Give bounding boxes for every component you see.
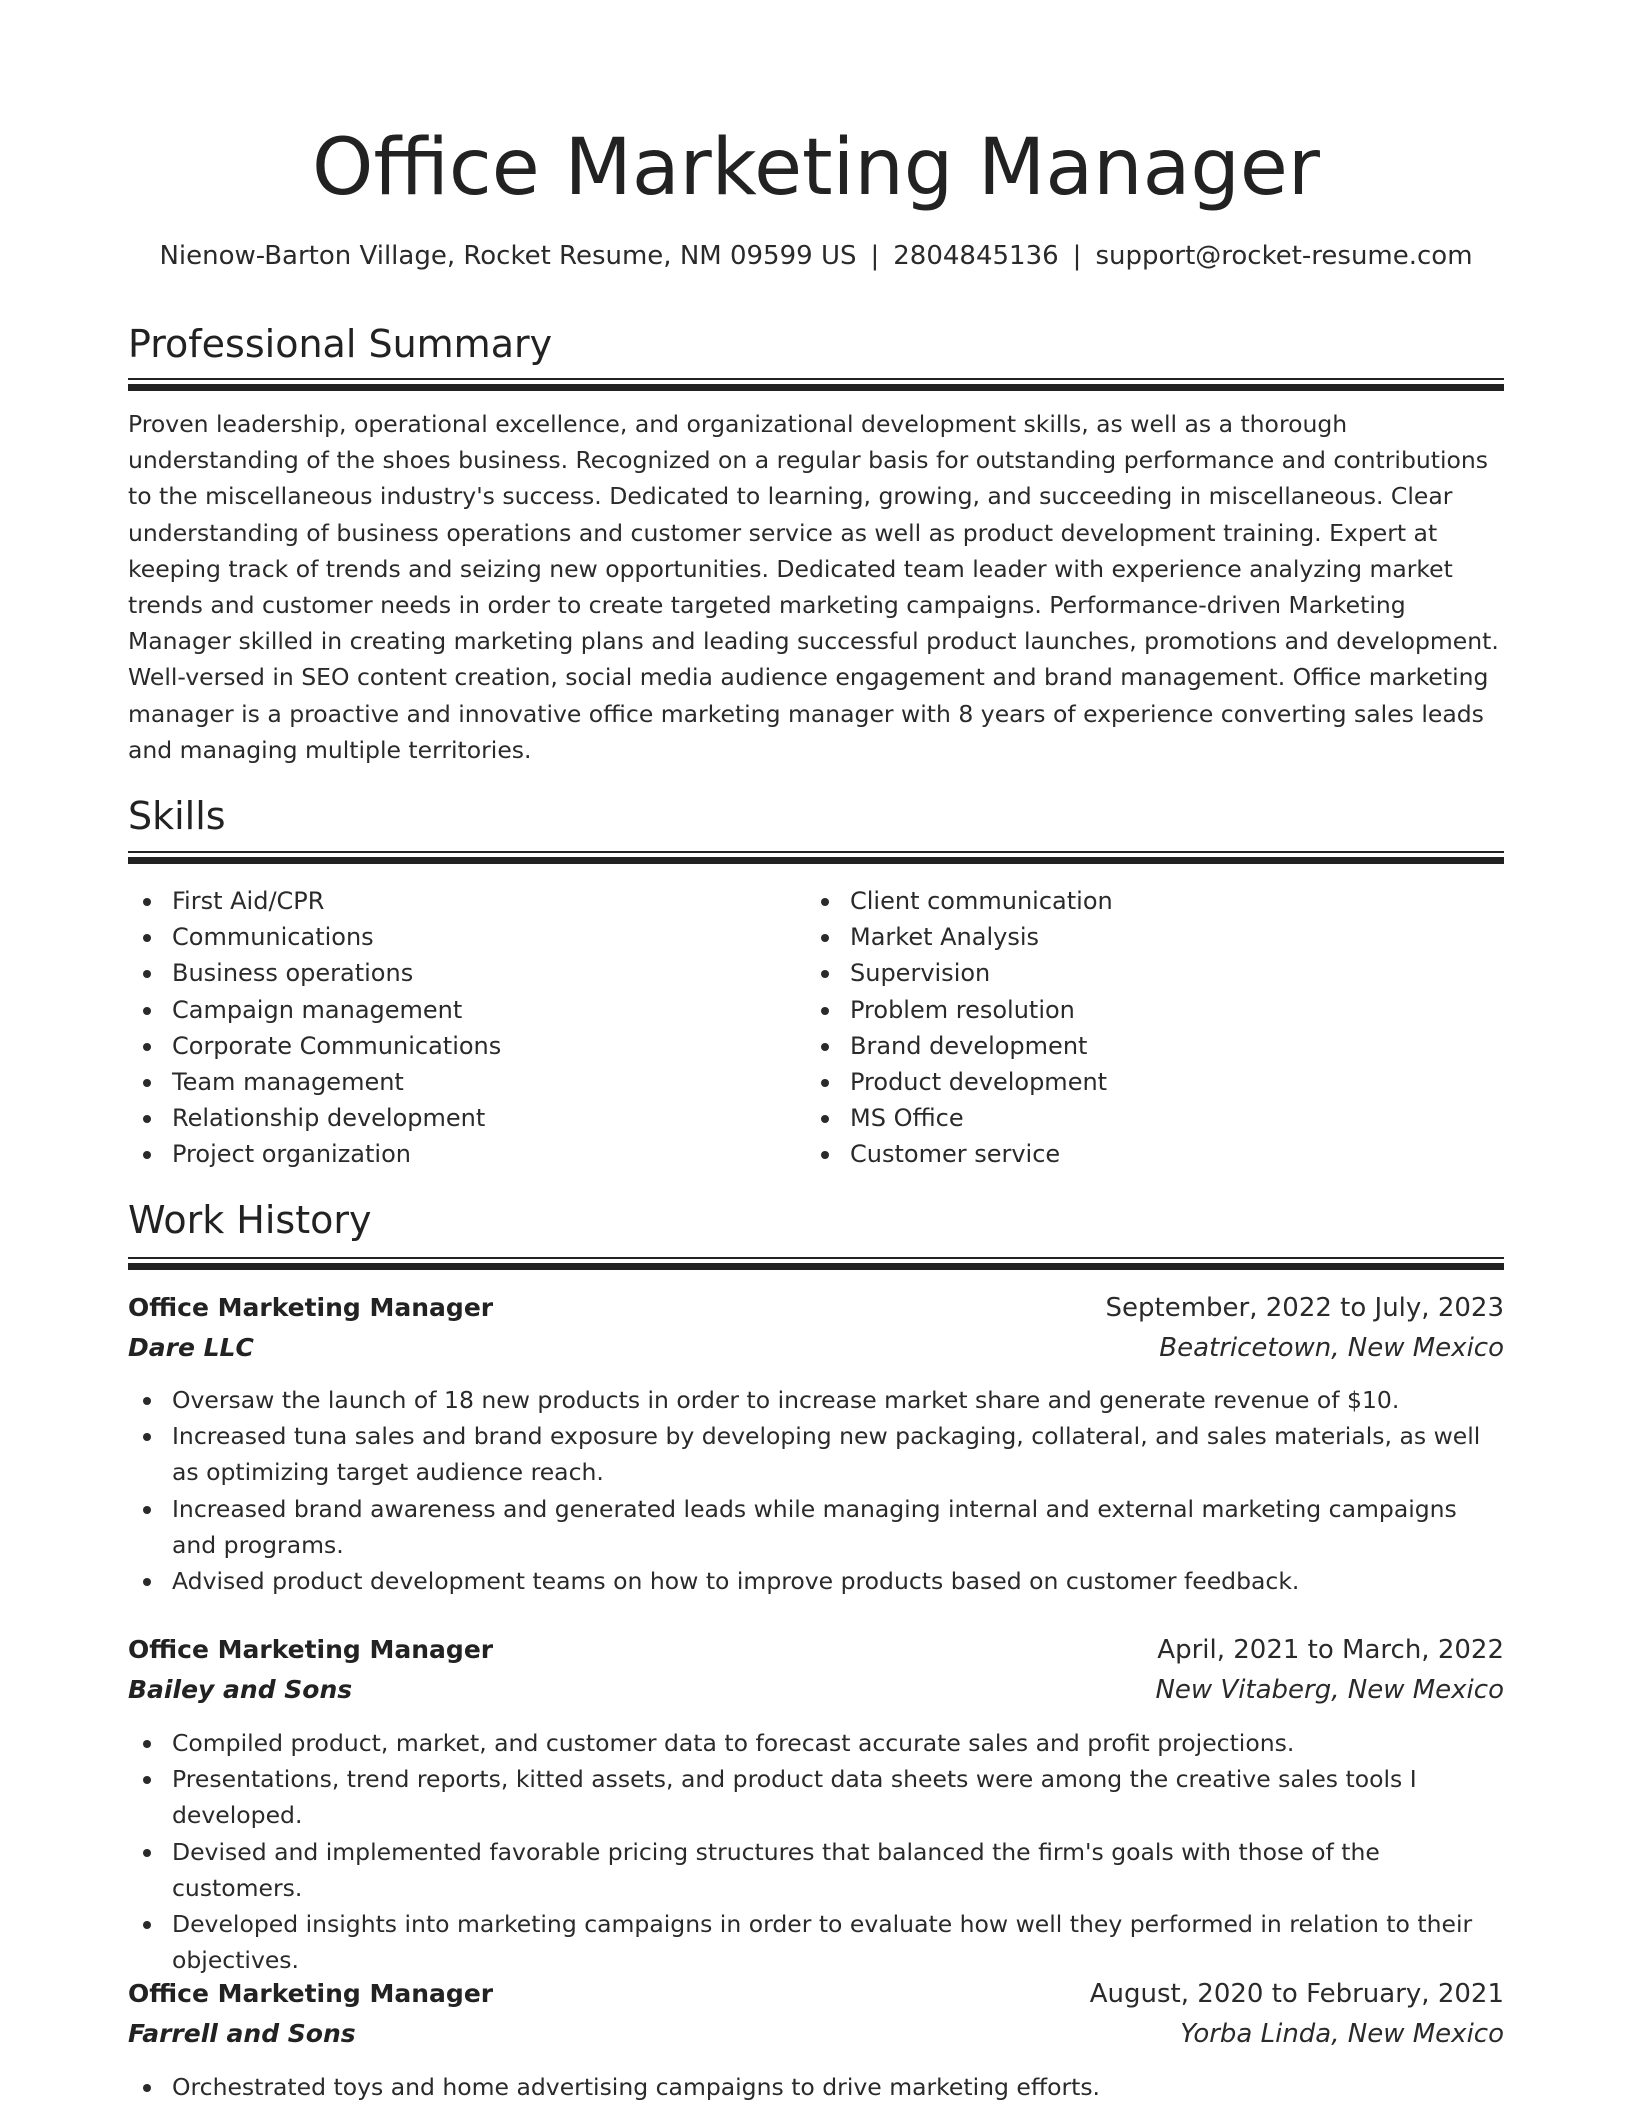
job-title: Office Marketing Manager [128,1979,494,2008]
list-item: Corporate Communications [128,1028,788,1064]
contact-separator: | [1072,241,1082,271]
list-item: Increased brand awareness and generated leads while managing internal and external marketing campaigns and programs. [128,1491,1504,1563]
list-item: Team management [128,1064,788,1100]
section-divider [128,851,1504,864]
list-item: Advised product development teams on how to improve products based on customer feedback. [128,1563,1504,1599]
list-item: Communications [128,919,788,955]
job-bullets [128,1382,1504,1599]
contact-email: support@rocket-resume.com [1095,241,1473,271]
list-item: First Aid/CPR [128,883,788,919]
job-dates: April, 2021 to March, 2022 [1157,1635,1504,1665]
job-entry [128,1630,1504,1710]
list-item: Project organization [128,1136,788,1172]
summary-text: Proven leadership, operational excellence, and organizational development skills, as well as a thorough understanding of the shoes business. Recognized on a regular basis for outstanding performance and contributions to the miscellaneous industry's success. Dedicated to learning, growing, and succeeding in miscellaneous. Clear understanding of business operations and customer service as well as product development training. Expert at keeping track of trends and seizing new opportunities. Dedicated team leader with experience analyzing market trends and customer needs in order to create targeted marketing campaigns. Performance-driven Marketing Manager skilled in creating marketing plans and leading successful product launches, promotions and development. Well-versed in SEO content creation, social media audience engagement and brand management. Office marketing manager is a proactive and innovative office marketing manager with 8 years of experience converting sales leads and managing multiple territories. [128,410,1499,764]
job-company: Bailey and Sons [128,1675,353,1704]
contact-separator: | [870,241,880,271]
skills-list-right [806,883,1466,1173]
section-heading-summary: Professional Summary [128,322,553,366]
list-item: Developed insights into marketing campaigns in order to evaluate how well they performed in relation to their objectives. [128,1906,1504,1978]
job-bullets [128,2069,1504,2105]
section-divider [128,378,1504,391]
job-dates: August, 2020 to February, 2021 [1089,1979,1504,2009]
list-item: MS Office [806,1100,1466,1136]
list-item: Relationship development [128,1100,788,1136]
list-item: Devised and implemented favorable pricing structures that balanced the firm's goals with those of the customers. [128,1834,1504,1906]
job-title: Office Marketing Manager [128,1635,494,1664]
list-item: Problem resolution [806,992,1466,1028]
section-divider [128,1257,1504,1270]
contact-address: Nienow-Barton Village, Rocket Resume, NM 09599 US [159,241,857,271]
job-entry [128,1288,1504,1368]
list-item: Market Analysis [806,919,1466,955]
list-item: Client communication [806,883,1466,919]
job-company: Farrell and Sons [128,2019,356,2048]
list-item: Customer service [806,1136,1466,1172]
job-location: New Vitaberg, New Mexico [1155,1675,1504,1705]
list-item: Brand development [806,1028,1466,1064]
job-bullets [128,1725,1504,1978]
contact-phone: 2804845136 [893,241,1059,271]
contact-line [128,236,1504,276]
list-item: Oversaw the launch of 18 new products in order to increase market share and generate revenue of $10. [128,1382,1504,1418]
list-item: Compiled product, market, and customer data to forecast accurate sales and profit projections. [128,1725,1504,1761]
job-title: Office Marketing Manager [128,1293,494,1322]
section-heading-work-history: Work History [128,1198,372,1242]
section-heading-skills: Skills [128,794,226,838]
list-item: Presentations, trend reports, kitted assets, and product data sheets were among the creative sales tools I developed. [128,1761,1504,1833]
skills-list-left [128,883,788,1173]
job-entry [128,1974,1504,2054]
list-item: Increased tuna sales and brand exposure by developing new packaging, collateral, and sales materials, as well as optimizing target audience reach. [128,1418,1504,1490]
job-company: Dare LLC [128,1333,254,1362]
job-location: Yorba Linda, New Mexico [1180,2019,1504,2049]
list-item: Supervision [806,955,1466,991]
list-item: Business operations [128,955,788,991]
job-location: Beatricetown, New Mexico [1159,1333,1504,1363]
list-item: Orchestrated toys and home advertising campaigns to drive marketing efforts. [128,2069,1504,2105]
job-dates: September, 2022 to July, 2023 [1105,1293,1504,1323]
resume-title: Office Marketing Manager [312,123,1320,213]
list-item: Product development [806,1064,1466,1100]
list-item: Campaign management [128,992,788,1028]
